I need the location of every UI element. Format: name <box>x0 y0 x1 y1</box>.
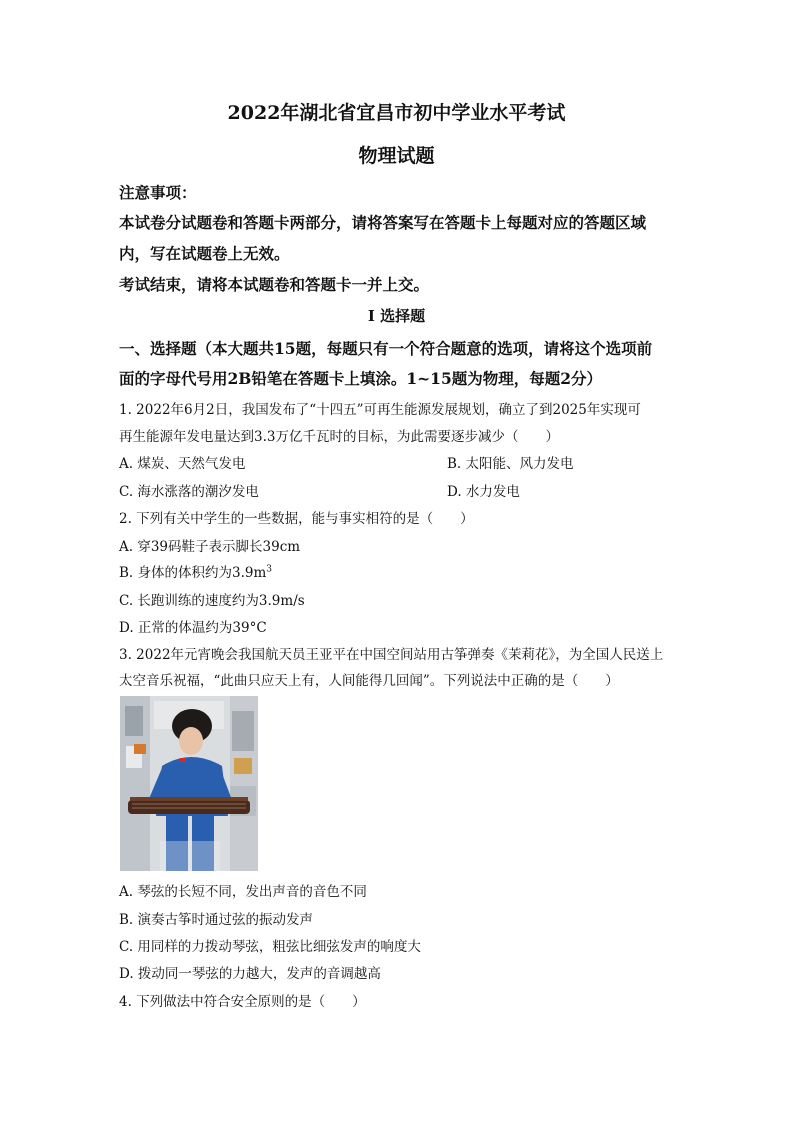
astronaut-guzheng-photo <box>120 696 258 871</box>
q2-option-c: C. 长跑训练的速度约为3.9m/s <box>119 593 305 609</box>
q3-stem-2: 太空音乐祝福，“此曲只应天上有，人间能得几回闻”。下列说法中正确的是（ ） <box>119 673 619 689</box>
q3-option-a: A. 琴弦的长短不同，发出声音的音色不同 <box>119 884 367 900</box>
q1-option-d: D. 水力发电 <box>447 484 520 500</box>
exam-title: 2022年湖北省宜昌市初中学业水平考试 <box>227 102 566 124</box>
notice-line-3: 考试结束，请将本试题卷和答题卡一并上交。 <box>119 275 430 294</box>
q2-option-a: A. 穿39码鞋子表示脚长39cm <box>119 539 301 555</box>
q1-stem-1: 1. 2022年6月2日，我国发布了“十四五”可再生能源发展规划，确立了到2025年实现可 <box>119 402 641 418</box>
q2-stem: 2. 下列有关中学生的一些数据，能与事实相符的是（ ） <box>119 511 474 527</box>
notice-line-2: 内，写在试题卷上无效。 <box>119 244 290 263</box>
section-intro-2: 面的字母代号用2B铅笔在答题卡上填涂。1~15题为物理，每题2分） <box>119 369 603 388</box>
section-title: I 选择题 <box>367 307 426 325</box>
q1-option-c: C. 海水涨落的潮汐发电 <box>119 484 259 500</box>
notice-heading: 注意事项： <box>119 183 197 202</box>
q1-option-b: B. 太阳能、风力发电 <box>447 456 574 472</box>
q1-stem-2: 再生能源年发电量达到3.3万亿千瓦时的目标，为此需要逐步减少（ ） <box>119 429 559 445</box>
q3-stem-1: 3. 2022年元宵晚会我国航天员王亚平在中国空间站用古筝弹奏《茉莉花》，为全国人民送上 <box>119 647 664 663</box>
section-intro-1: 一、选择题（本大题共15题，每题只有一个符合题意的选项，请将这个选项前 <box>119 339 653 358</box>
q2-option-b <box>119 561 272 581</box>
q3-option-d: D. 拨动同一琴弦的力越大，发声的音调越高 <box>119 966 381 982</box>
q2-option-b-text: B. 身体的体积约为3.9m <box>119 565 267 581</box>
q2-option-d: D. 正常的体温约为39°C <box>119 620 267 636</box>
q2-option-b-superscript: 3 <box>266 564 273 575</box>
q3-option-c: C. 用同样的力拨动琴弦，粗弦比细弦发声的响度大 <box>119 939 421 955</box>
q4-stem: 4. 下列做法中符合安全原则的是（ ） <box>119 994 366 1010</box>
subject-title: 物理试题 <box>358 145 435 167</box>
q3-option-b: B. 演奏古筝时通过弦的振动发声 <box>119 912 314 928</box>
notice-line-1: 本试卷分试题卷和答题卡两部分，请将答案写在答题卡上每题对应的答题区域 <box>119 213 647 232</box>
q1-option-a: A. 煤炭、天然气发电 <box>119 456 246 472</box>
